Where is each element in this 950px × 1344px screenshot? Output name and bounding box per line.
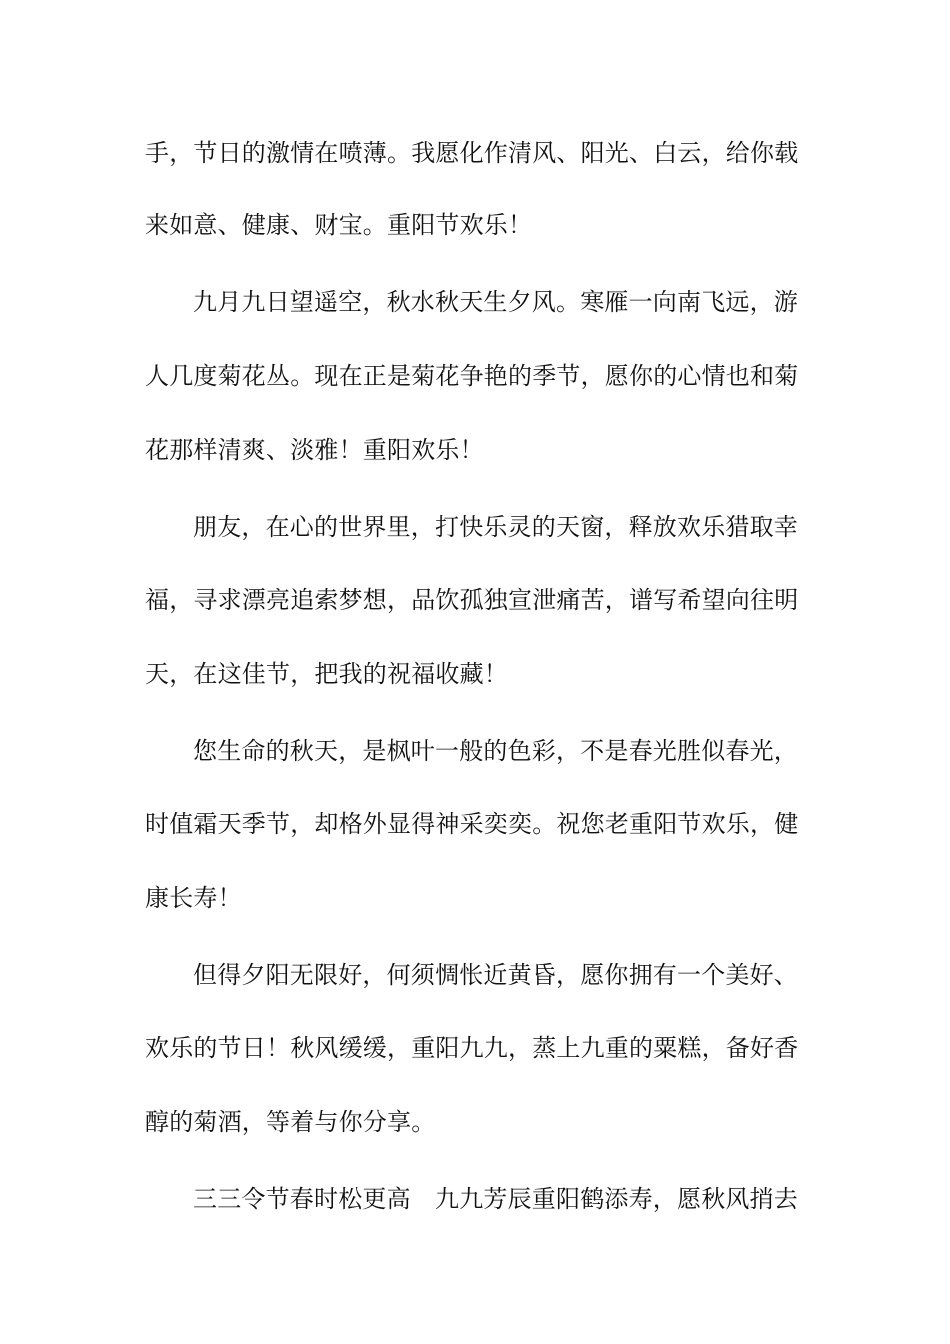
- paragraph-4-line-2: 欢乐的节日！秋风缓缓，重阳九九，蒸上九重的粟糕，备好香: [145, 1034, 799, 1062]
- paragraph-2-line-3: 天，在这佳节，把我的祝福收藏！: [145, 660, 508, 688]
- paragraph-1-line-1: 九月九日望遥空，秋水秋天生夕风。寒雁一向南飞远，游: [193, 288, 798, 316]
- paragraph-3-line-1: 您生命的秋天，是枫叶一般的色彩，不是春光胜似春光，: [193, 737, 798, 765]
- text-line-2: 来如意、健康、财宝。重阳节欢乐！: [145, 211, 533, 239]
- paragraph-4-line-1: 但得夕阳无限好，何须惆怅近黄昏，愿你拥有一个美好、: [193, 961, 798, 989]
- paragraph-2-line-2: 福，寻求漂亮追索梦想，品饮孤独宣泄痛苦，谱写希望向往明: [145, 586, 799, 614]
- text-line-1: 手，节日的激情在喷薄。我愿化作清风、阳光、白云，给你载: [145, 139, 799, 167]
- paragraph-2-line-1: 朋友，在心的世界里，打快乐灵的天窗，释放欢乐猎取幸: [193, 513, 798, 541]
- paragraph-5-line-1: 三三令节春时松更高 九九芳辰重阳鹤添寿，愿秋风捎去: [193, 1185, 798, 1213]
- paragraph-1-line-2: 人几度菊花丛。现在正是菊花争艳的季节，愿你的心情也和菊: [145, 362, 799, 390]
- paragraph-4-line-3: 醇的菊酒，等着与你分享。: [145, 1108, 436, 1136]
- paragraph-3-line-3: 康长寿！: [145, 884, 242, 912]
- paragraph-3-line-2: 时值霜天季节，却格外显得神采奕奕。祝您老重阳节欢乐，健: [145, 810, 799, 838]
- paragraph-1-line-3: 花那样清爽、淡雅！重阳欢乐！: [145, 436, 484, 464]
